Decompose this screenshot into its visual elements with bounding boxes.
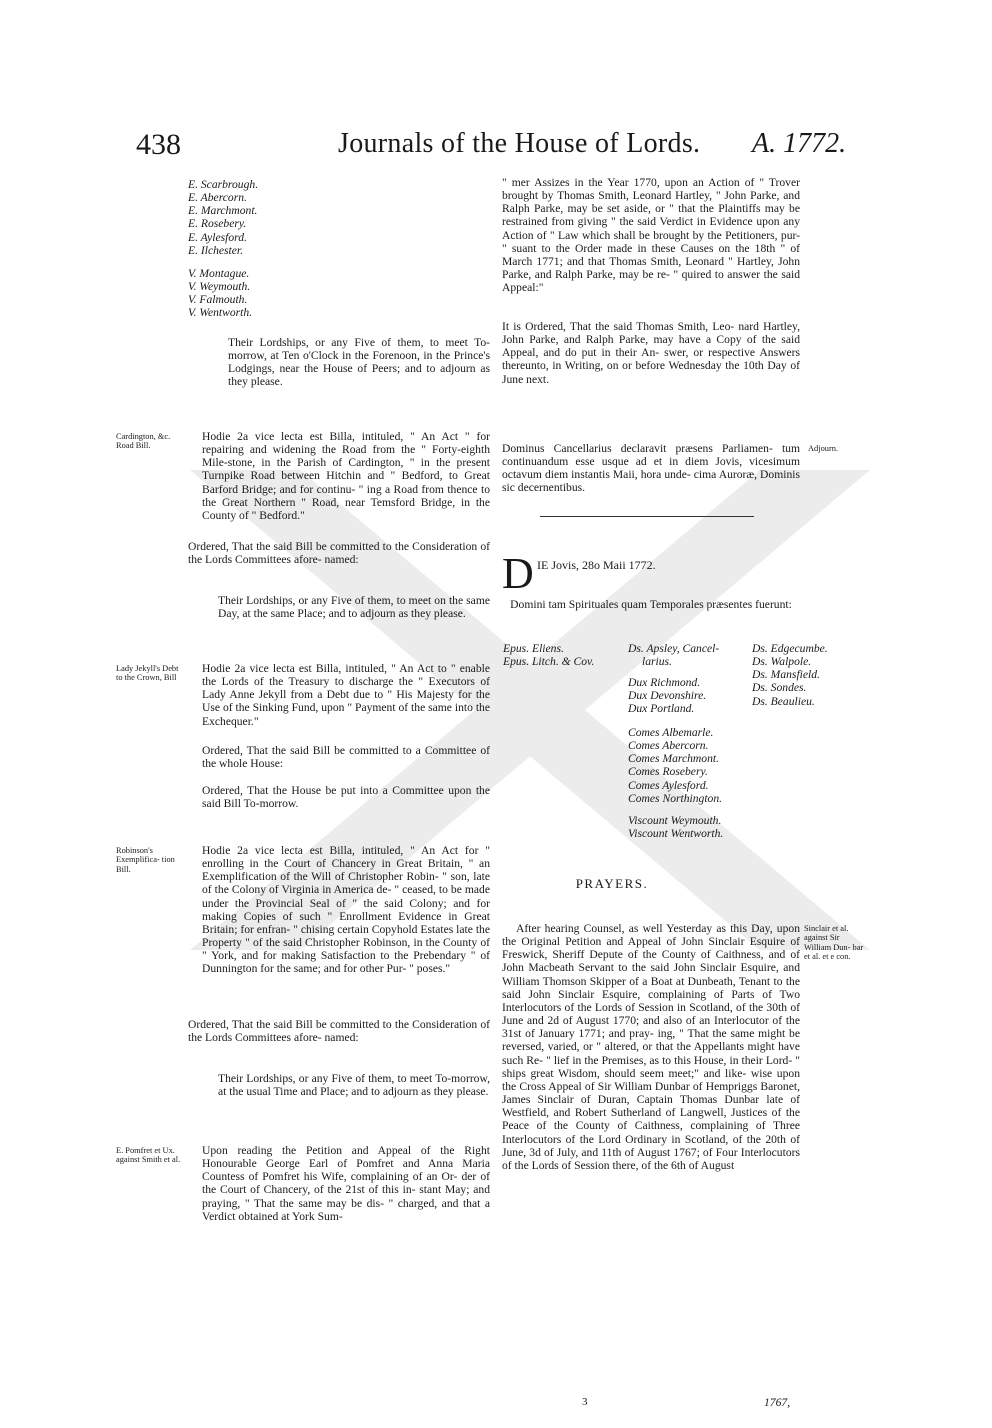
margin-note-robinson: Robinson's Exemplifica- tion Bill. [116,846,175,874]
pomfret-petition-text: Upon reading the Petition and Appeal of the Right Honourable George Earl of Pomfret and Anna Maria Countess of Pomfret his Wife, complaining of an Or- der of the Court of Chancery, of the 21st of this in- stant May; and praying, " That the same may be dis- " charged, and that a Verdict obtained at York Sum- [202,1144,490,1223]
list-item: E. Marchmont. [188,204,258,218]
list-item: E. Abercorn. [188,191,247,205]
dukes-list [628,676,706,715]
list-item: Ds. Sondes. [752,681,807,695]
cardington-meeting: Their Lordships, or any Five of them, to meet on the same Day, at the same Place; and to adjourn as they please. [218,594,490,621]
pomfret-petition-continued: " mer Assizes in the Year 1770, upon an Action of " Trover brought by Thomas Smith, Leonard Hartley, " John Parke, and Ralph Parke, may be set aside, or " that the Plaintiffs may be restrained from giving " the said Verdict in Evidence upon any Action of " Law which shall be brought by the Petitioners, pur- " suant to the Order made in these Causes on the 18th " of March 1771; and that Thomas Smith, Leonard " Hartley, John Parke, and Ralph Parke, may be re- " quired to answer the said Appeal:" [502,176,800,295]
list-item: Comes Albemarle. [628,726,714,739]
list-item: Comes Marchmont. [628,752,720,766]
list-item: Ds. Mansfield. [752,668,820,682]
list-item: V. Montague. [188,267,250,280]
committee-meeting: Their Lordships, or any Five of them, to meet To-morrow, at Ten o'Clock in the Forenoon, in the Prince's Lodgings, near the House of Peers; and to adjourn as they please. [228,336,490,389]
margin-note-pomfret: E. Pomfret et Ux. against Smith et al. [116,1146,181,1165]
page-number: 438 [136,128,181,161]
jekyll-ordered-1: Ordered, That the said Bill be committed to a Committee of the whole House: [202,744,490,771]
list-item: V. Weymouth. [188,280,251,294]
list-item: larius. [642,655,672,669]
list-item: Dux Devonshire. [628,689,707,703]
margin-note-jekyll: Lady Jekyll's Debt to the Crown, Bill [116,664,179,683]
list-item: Comes Rosebery. [628,765,708,779]
jekyll-bill-text: Hodie 2a vice lecta est Billa, intituled, " An Act to " enable the Lords of the Treasury to discharge the " Executors of Lady Anne Jekyll from a Debt due to " His Majesty for the Use of the Sinking Fund, upon " Payment of the same into the Exchequer." [202,662,490,728]
cardington-ordered: Ordered, That the said Bill be committed to the Consideration of the Lords Committees afore- named: [188,540,490,567]
barons-list [752,642,828,708]
cardington-bill-text: Hodie 2a vice lecta est Billa, intituled, " An Act " for repairing and widening the Road from the " Forty-eighth Mile-stone, in the Parish of Cardington, " in the present Turnpike Road between Hitchin and " Bedford, to Great Barford Bridge; and for continu- " ing a Road from thence to the Great Northern " Road, near Temsford Bridge, in the County of " Bedford." [202,430,490,522]
bishops-list [503,642,594,668]
list-item: V. Wentworth. [188,306,253,320]
list-item: E. Aylesford. [188,230,247,244]
page-year: A. 1772. [752,128,847,159]
list-item: E. Scarbrough. [188,178,259,191]
list-item: Epus. Litch. & Cov. [503,655,595,669]
sitting-date: IE Jovis, 28o Maii 1772. [537,558,656,572]
adjournment-text: Dominus Cancellarius declaravit præsens Parliamen- tum continuandum esse usque ad et in diem Jovis, vicesimum octavum diem instantis Maii, hora unde- cima Auroræ, Dominis sic decernentibus. [502,442,800,495]
robinson-bill-text: Hodie 2a vice lecta est Billa, intituled, " An Act for " enrolling in the Court of Chancery in Great Britain, " an Exemplification of the Will of Christopher Robin- " son, late of the Colony of Virginia in America de- " ceased, to be made under the Provincial Seal of " the said Colony; and for making Copies of such " Enrollment Evidence in Great Britain; for enfran- " chising certain Copyhold Estates late the Property " of the said Christopher Robinson, in the County of " York, and for making Satisfaction to the Prebendary " of Dunnington for the same; and for other Pur- " poses." [202,844,490,976]
list-item: Ds. Edgecumbe. [752,642,828,655]
section-divider [540,516,754,517]
earls-attendance-list [628,726,722,805]
jekyll-ordered-2: Ordered, That the House be put into a Committee upon the said Bill To-morrow. [202,784,490,811]
list-item: V. Falmouth. [188,293,248,307]
list-item: Ds. Apsley, Cancel- [628,642,720,655]
page-title: Journals of the House of Lords. [338,128,701,159]
list-item: Ds. Walpole. [752,655,812,669]
sinclair-appeal-text: After hearing Counsel, as well Yesterday as this Day, upon the Original Petition and Appeal of John Sinclair Esquire of Freswick, Sheriff Depute of the County of Caithness, and of John Macbeath Servant to the said John Sinclair Esquire, and William Thomson Skipper of a Boat at Dunbeath, Tenant to the said John Sinclair Esquire, complaining of Parts of Two Interlocutors of the Lords of Session in Scotland, of the 30th of June and 2d of August 1770; and also of an Interlocutor of the 31st of January 1771; and pray- ing, " That the same might be reversed, varied, or " altered, or that the Appellants might have such Re- " lief in the Premises, as to this House, in their Lord- " ships great Wisdom, should seem meet;" and like- wise upon the Cross Appeal of Sir William Dunbar of Hempriggs Baronet, James Sinclair of Duran, Captain Thomas Dunbar late of Westfield, and Robert Sutherland of Langwell, Justices of the Peace of the County of Caithness, complaining of Three Interlocutors of the Lord Ordinary in Scotland, of the 20th of June, 3d of July, and 11th of August 1767; of Four Interlocutors of the Lords of Session there, of the 6th of August [502,922,800,1172]
margin-note-sinclair: Sinclair et al. against Sir William Dun- bar et al. et e con. [804,924,864,962]
earls-list [188,178,258,257]
list-item: Epus. Eliens. [503,642,564,655]
list-item: Comes Northington. [628,791,723,805]
drop-cap: D [502,549,534,598]
catchword: 1767, [764,1396,791,1409]
pomfret-ordered: It is Ordered, That the said Thomas Smith, Leo- nard Hartley, John Parke, and Ralph Parke, may have a Copy of the said Appeal, and do put in their An- swer, or respective Answers thereunto, in Writing, on or before Wednesday the 10th Day of June next. [502,320,800,386]
viscounts-list [188,267,252,320]
domini-line: Domini tam Spirituales quam Temporales præsentes fuerunt: [510,598,792,611]
prayers-heading: PRAYERS. [575,876,649,891]
margin-note-adjourn: Adjourn. [808,444,839,453]
list-item: Dux Richmond. [628,676,701,689]
list-item: E. Ilchester. [188,243,244,257]
viscounts-attendance-list [628,814,723,840]
list-item: Viscount Weymouth. [628,814,722,827]
robinson-meeting: Their Lordships, or any Five of them, to meet To-morrow, at the usual Time and Place; and to adjourn as they please. [218,1072,490,1099]
lords-list-a [628,642,719,668]
list-item: Ds. Beaulieu. [752,694,815,708]
robinson-ordered: Ordered, That the said Bill be committed to the Consideration of the Lords Committees afore- named: [188,1018,490,1045]
signature-mark: 3 [582,1396,588,1408]
list-item: E. Rosebery. [188,217,247,231]
list-item: Viscount Wentworth. [628,827,724,841]
list-item: Comes Aylesford. [628,778,709,792]
list-item: Comes Abercorn. [628,739,709,753]
list-item: Dux Portland. [628,702,695,716]
margin-note-cardington: Cardington, &c. Road Bill. [116,432,171,451]
